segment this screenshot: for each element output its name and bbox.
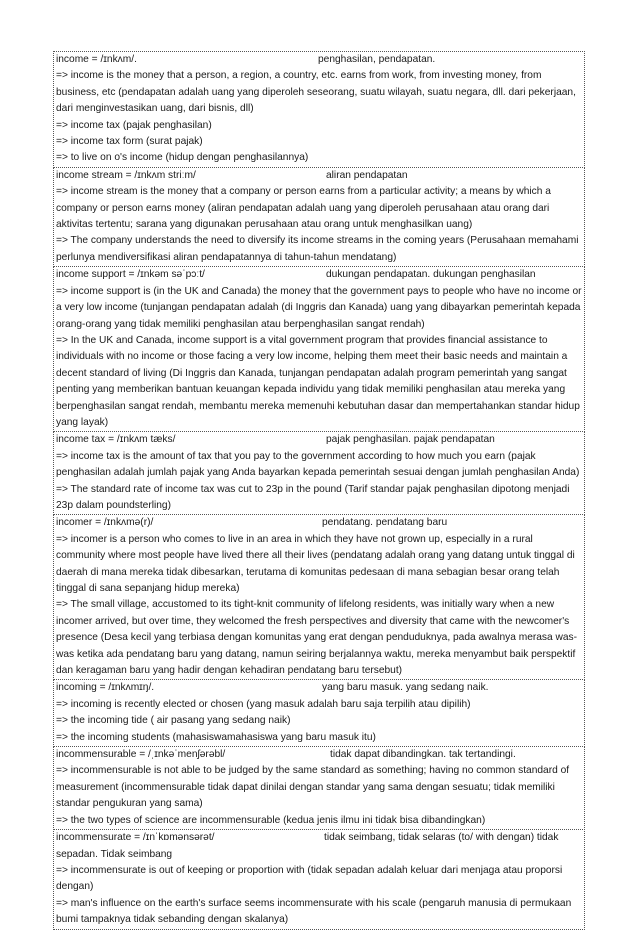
entry-line: => The standard rate of income tax was cut to 23p in the pound (Tarif standar pajak penghasilan dipotong menjadi 23p dalam poundsterling) — [56, 483, 570, 511]
entry-line: => the incoming students (mahasiswamahasiswa yang baru masuk itu) — [56, 731, 376, 743]
entry-term: incommensurable = /ˌɪnkəˈmenʃərəbl/ — [56, 749, 226, 761]
entry-head — [56, 432, 582, 448]
entry-head — [56, 267, 582, 283]
entry-income-stream — [53, 167, 585, 267]
entry-head — [56, 830, 582, 863]
entry-head — [56, 680, 582, 696]
entry-line: => income is the money that a person, a region, a country, etc. earns from work, from investing money, from business, etc (pendapatan adalah uang yang diperoleh seseorang, suatu wilayah, suatu negara, dll. dari pekerjaan, dari menginvestasikan uang, dari bisnis, dll) — [56, 70, 576, 115]
entry-meaning: penghasilan, pendapatan. — [318, 54, 436, 65]
entry-line: => income tax (pajak penghasilan) — [56, 119, 212, 131]
entry-head — [56, 515, 582, 531]
entry-incomer — [53, 514, 585, 680]
entry-line: => man's influence on the earth's surface seems incommensurate with his scale (pengaruh manusia di permukaan bumi tampaknya tidak sebanding dengan skalanya) — [56, 897, 572, 926]
entry-line: => the two types of science are incommensurable (kedua jenis ilmu ini tidak bisa dibandingkan) — [56, 814, 486, 826]
entry-meaning: tidak seimbang, tidak selaras (to/ with dengan) tidak sepadan. Tidak seimbang — [56, 832, 559, 860]
entry-line: => income stream is the money that a company or person earns from a particular activity; a means by which a company or person earns money (aliran pendapatan adalah uang yang diperoleh perusahaan atau orang dari aktivitas tertentu; sarana yang digunakan perusahaan atau orang untuk menghasilkan uang) — [56, 186, 551, 231]
entry-term: income tax = /ɪnkʌm tæks/ — [56, 434, 176, 446]
entry-income-tax — [53, 431, 585, 515]
entry-term: income support = /ɪnkəm səˈpɔːt/ — [56, 269, 205, 281]
entry-line: => incommensurate is out of keeping or proportion with (tidak sepadan adalah keluar dari menjaga atau proporsi dengan) — [56, 864, 563, 893]
entry-line: => to live on o's income (hidup dengan penghasilannya) — [56, 152, 309, 164]
entry-term: incomer = /ɪnkʌmə(r)/ — [56, 517, 154, 529]
entry-line: => The small village, accustomed to its tight-knit community of lifelong residents, was initially wary when a new incomer arrived, but over time, they welcomed the fresh perspectives and diversity that came with the newcomer's presence (Desa kecil yang terbiasa dengan komunitas yang erat dengan penduduknya, pada awalnya merasa was-was ketika ada pendatang baru yang datang, namun seiring berjalannya waktu, mereka menyambut baik perspektif dan keragaman baru yang hadir dengan kehadiran pendatang baru tersebut) — [56, 599, 578, 677]
entry-head — [56, 168, 582, 184]
entry-meaning: tidak dapat dibandingkan. tak tertandingi. — [330, 749, 516, 761]
entry-term: incommensurate = /ɪnˈkɒmənsərət/ — [56, 832, 215, 844]
entry-income-support — [53, 266, 585, 432]
entry-line: => income tax form (surat pajak) — [56, 136, 203, 148]
entry-meaning: pendatang. pendatang baru — [322, 517, 448, 529]
entry-line: => income tax is the amount of tax that you pay to the government according to how much you earn (pajak penghasilan adalah jumlah pajak yang Anda bayarkan kepada pemerintah sesuai dengan jumlah penghasilan Anda) — [56, 450, 580, 479]
entry-incommensurable — [53, 746, 585, 830]
entry-meaning: yang baru masuk. yang sedang naik. — [322, 682, 489, 694]
entry-line: => the incoming tide ( air pasang yang sedang naik) — [56, 715, 291, 727]
entry-line: => incommensurable is not able to be judged by the same standard as something; having no common standard of measurement (incommensurable tidak dapat dinilai dengan standar yang sama dengan sesuatu; tidak memiliki standar pengukuran yang sama) — [56, 765, 570, 810]
entry-incommensurate — [53, 829, 585, 929]
entry-line: => incoming is recently elected or chosen (yang masuk adalah baru saja terpilih atau dipilih) — [56, 698, 471, 710]
entry-term: income = /ɪnkʌm/. — [56, 54, 137, 65]
entry-line: => incomer is a person who comes to live in an area in which they have not grown up, especially in a rural community where most people have lived there all their lives (pendatang adalah orang yang datang untuk tinggal di daerah di mana mereka tidak dibesarkan, terutama di komunitas pedesaan di mana sebagian besar orang telah tinggal di sana sepanjang hidup mereka) — [56, 533, 575, 594]
entry-head — [56, 747, 582, 763]
entry-meaning: aliran pendapatan — [326, 169, 408, 181]
entry-income — [53, 51, 585, 168]
entry-term: incoming = /ɪnkʌmɪŋ/. — [56, 682, 155, 694]
entry-meaning: pajak penghasilan. pajak pendapatan — [326, 434, 495, 446]
entry-head — [56, 52, 582, 68]
entry-term: income stream = /ɪnkʌm striːm/ — [56, 169, 196, 181]
entry-line: => In the UK and Canada, income support is a vital government program that provides financial assistance to individuals with no income or those facing a very low income, helping them meet their basic needs and maintain a decent standard of living (Di Inggris dan Kanada, tunjangan pendapatan adalah program pemerintah yang sangat penting yang memberikan bantuan keuangan kepada individu yang tidak memiliki penghasilan atau mereka yang berpenghasilan sangat rendah, membantu mereka memenuhi kebutuhan dasar dan mempertahankan standar hidup yang layak) — [56, 334, 580, 428]
dictionary-page — [53, 52, 585, 930]
entry-line: => The company understands the need to diversify its income streams in the coming years (Perusahaan memahami perlunya mendiversifikasi aliran pendapatannya di tahun-tahun mendatang) — [56, 235, 579, 263]
entry-line: => income support is (in the UK and Canada) the money that the government pays to people who have no income or a very low income (tunjangan pendapatan adalah (di Inggris dan Kanada) uang yang dibayarkan pemerintah kepada orang-orang yang tidak memiliki penghasilan atau berpenghasilan sangat rendah) — [56, 285, 582, 330]
entry-meaning: dukungan pendapatan. dukungan penghasilan — [326, 269, 536, 281]
entry-incoming — [53, 679, 585, 747]
